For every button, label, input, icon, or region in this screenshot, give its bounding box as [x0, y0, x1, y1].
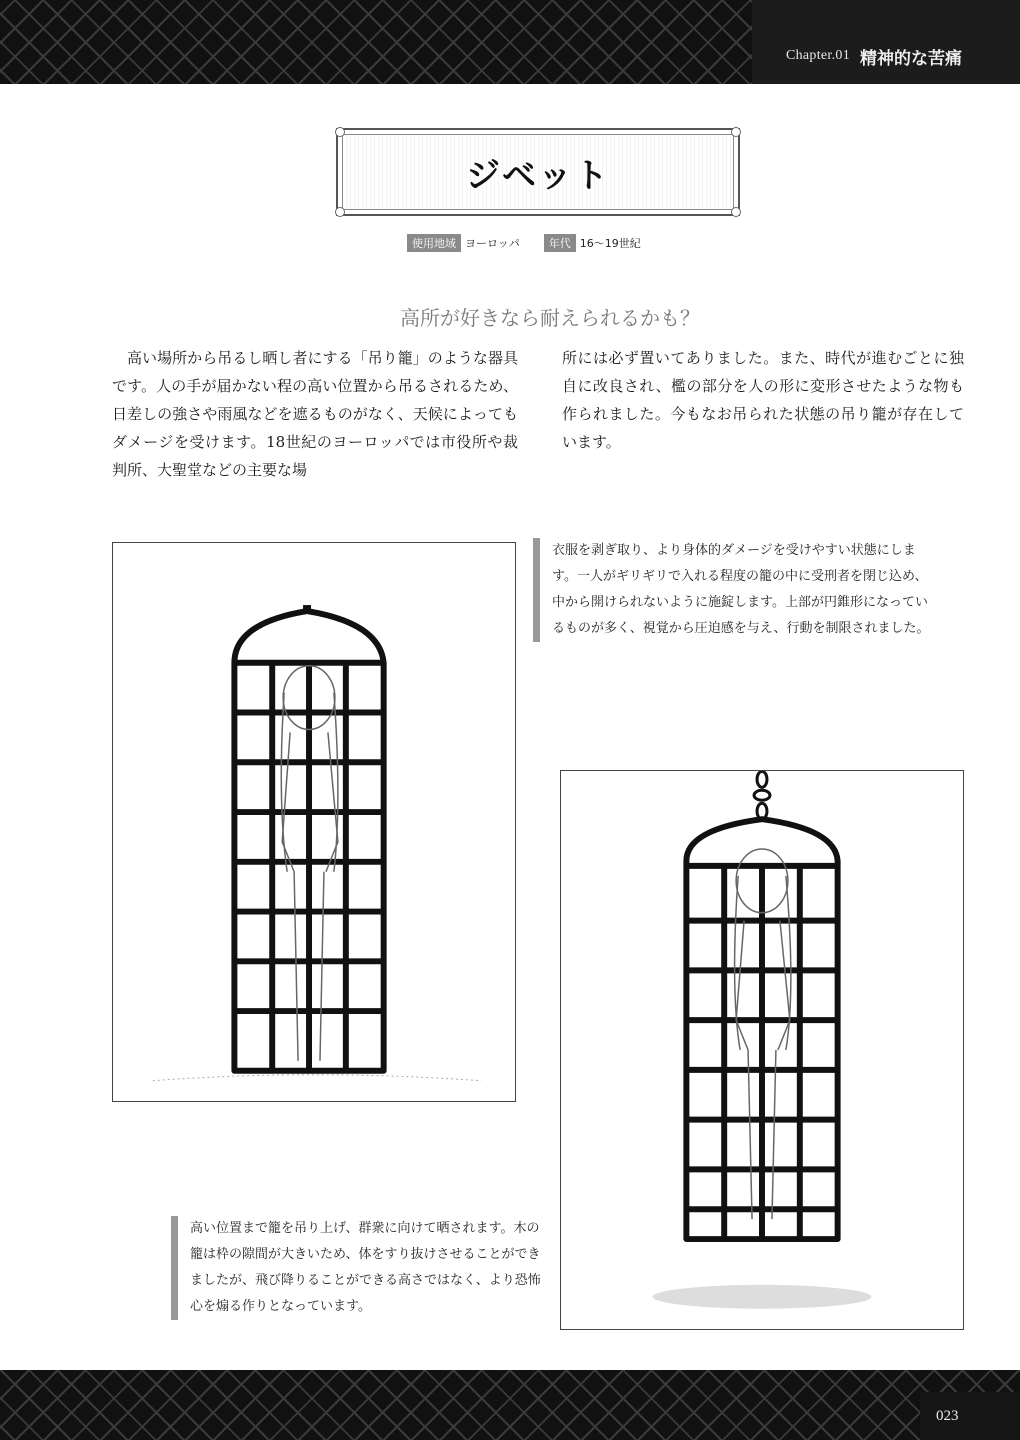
caption-figure-one: 衣服を剥ぎ取り、より身体的ダメージを受けやすい状態にします。一人がギリギリで入れる程度の籠の中に受刑者を閉じ込め、中から開けられないように施錠します。上部が円錐形になっているものが多く、視覚から圧迫感を与え、行動を制限されました。 [533, 538, 933, 642]
chapter-label: Chapter.01 [785, 48, 850, 63]
era-tag: 年代 [544, 234, 576, 252]
ornament-icon [335, 127, 345, 137]
hanging-cage-drawing [561, 771, 963, 1329]
body-text-left: 高い場所から吊るし晒し者にする「吊り籠」のような器具です。人の手が届かない程の高い位置から吊るされるため、日差しの強さや雨風などを遮るものがなく、天候によってもダメージを受けます。18世紀のヨーロッパでは市役所や裁判所、大聖堂などの主要な場 [112, 349, 518, 479]
ornament-icon [335, 207, 345, 217]
chapter-header [752, 0, 1020, 84]
ornament-icon [731, 207, 741, 217]
page-number: 023 [936, 1407, 959, 1424]
illustration-standing-cage [112, 542, 516, 1102]
illustration-hanging-cage [560, 770, 964, 1330]
body-text-right: 所には必ず置いてありました。また、時代が進むごとに独自に改良され、檻の部分を人の形に変形させたような物も作られました。今もなお吊られた状態の吊り籠が存在しています。 [562, 349, 964, 451]
caption-figure-two: 高い位置まで籠を吊り上げ、群衆に向けて晒されます。木の籠は枠の隙間が大きいため、体をすり抜けさせることができましたが、飛び降りることができる高さではなく、より恐怖心を煽る作りとなっています。 [171, 1216, 551, 1320]
title-plate-inner [342, 134, 734, 210]
ornament-icon [731, 127, 741, 137]
region-tag: 使用地域 [407, 234, 461, 252]
footer-band [0, 1370, 1020, 1440]
meta-info [407, 234, 665, 252]
era-value: 16〜19世紀 [579, 237, 641, 250]
standing-cage-drawing [113, 543, 515, 1101]
headline: 高所が好きなら耐えられるかも？ [400, 306, 700, 330]
page-title: ジベット [466, 155, 610, 196]
chapter-title: 精神的な苦痛 [860, 48, 962, 69]
title-plate [336, 128, 740, 216]
page-number-box [920, 1392, 1020, 1440]
region-value: ヨーロッパ [465, 237, 520, 250]
